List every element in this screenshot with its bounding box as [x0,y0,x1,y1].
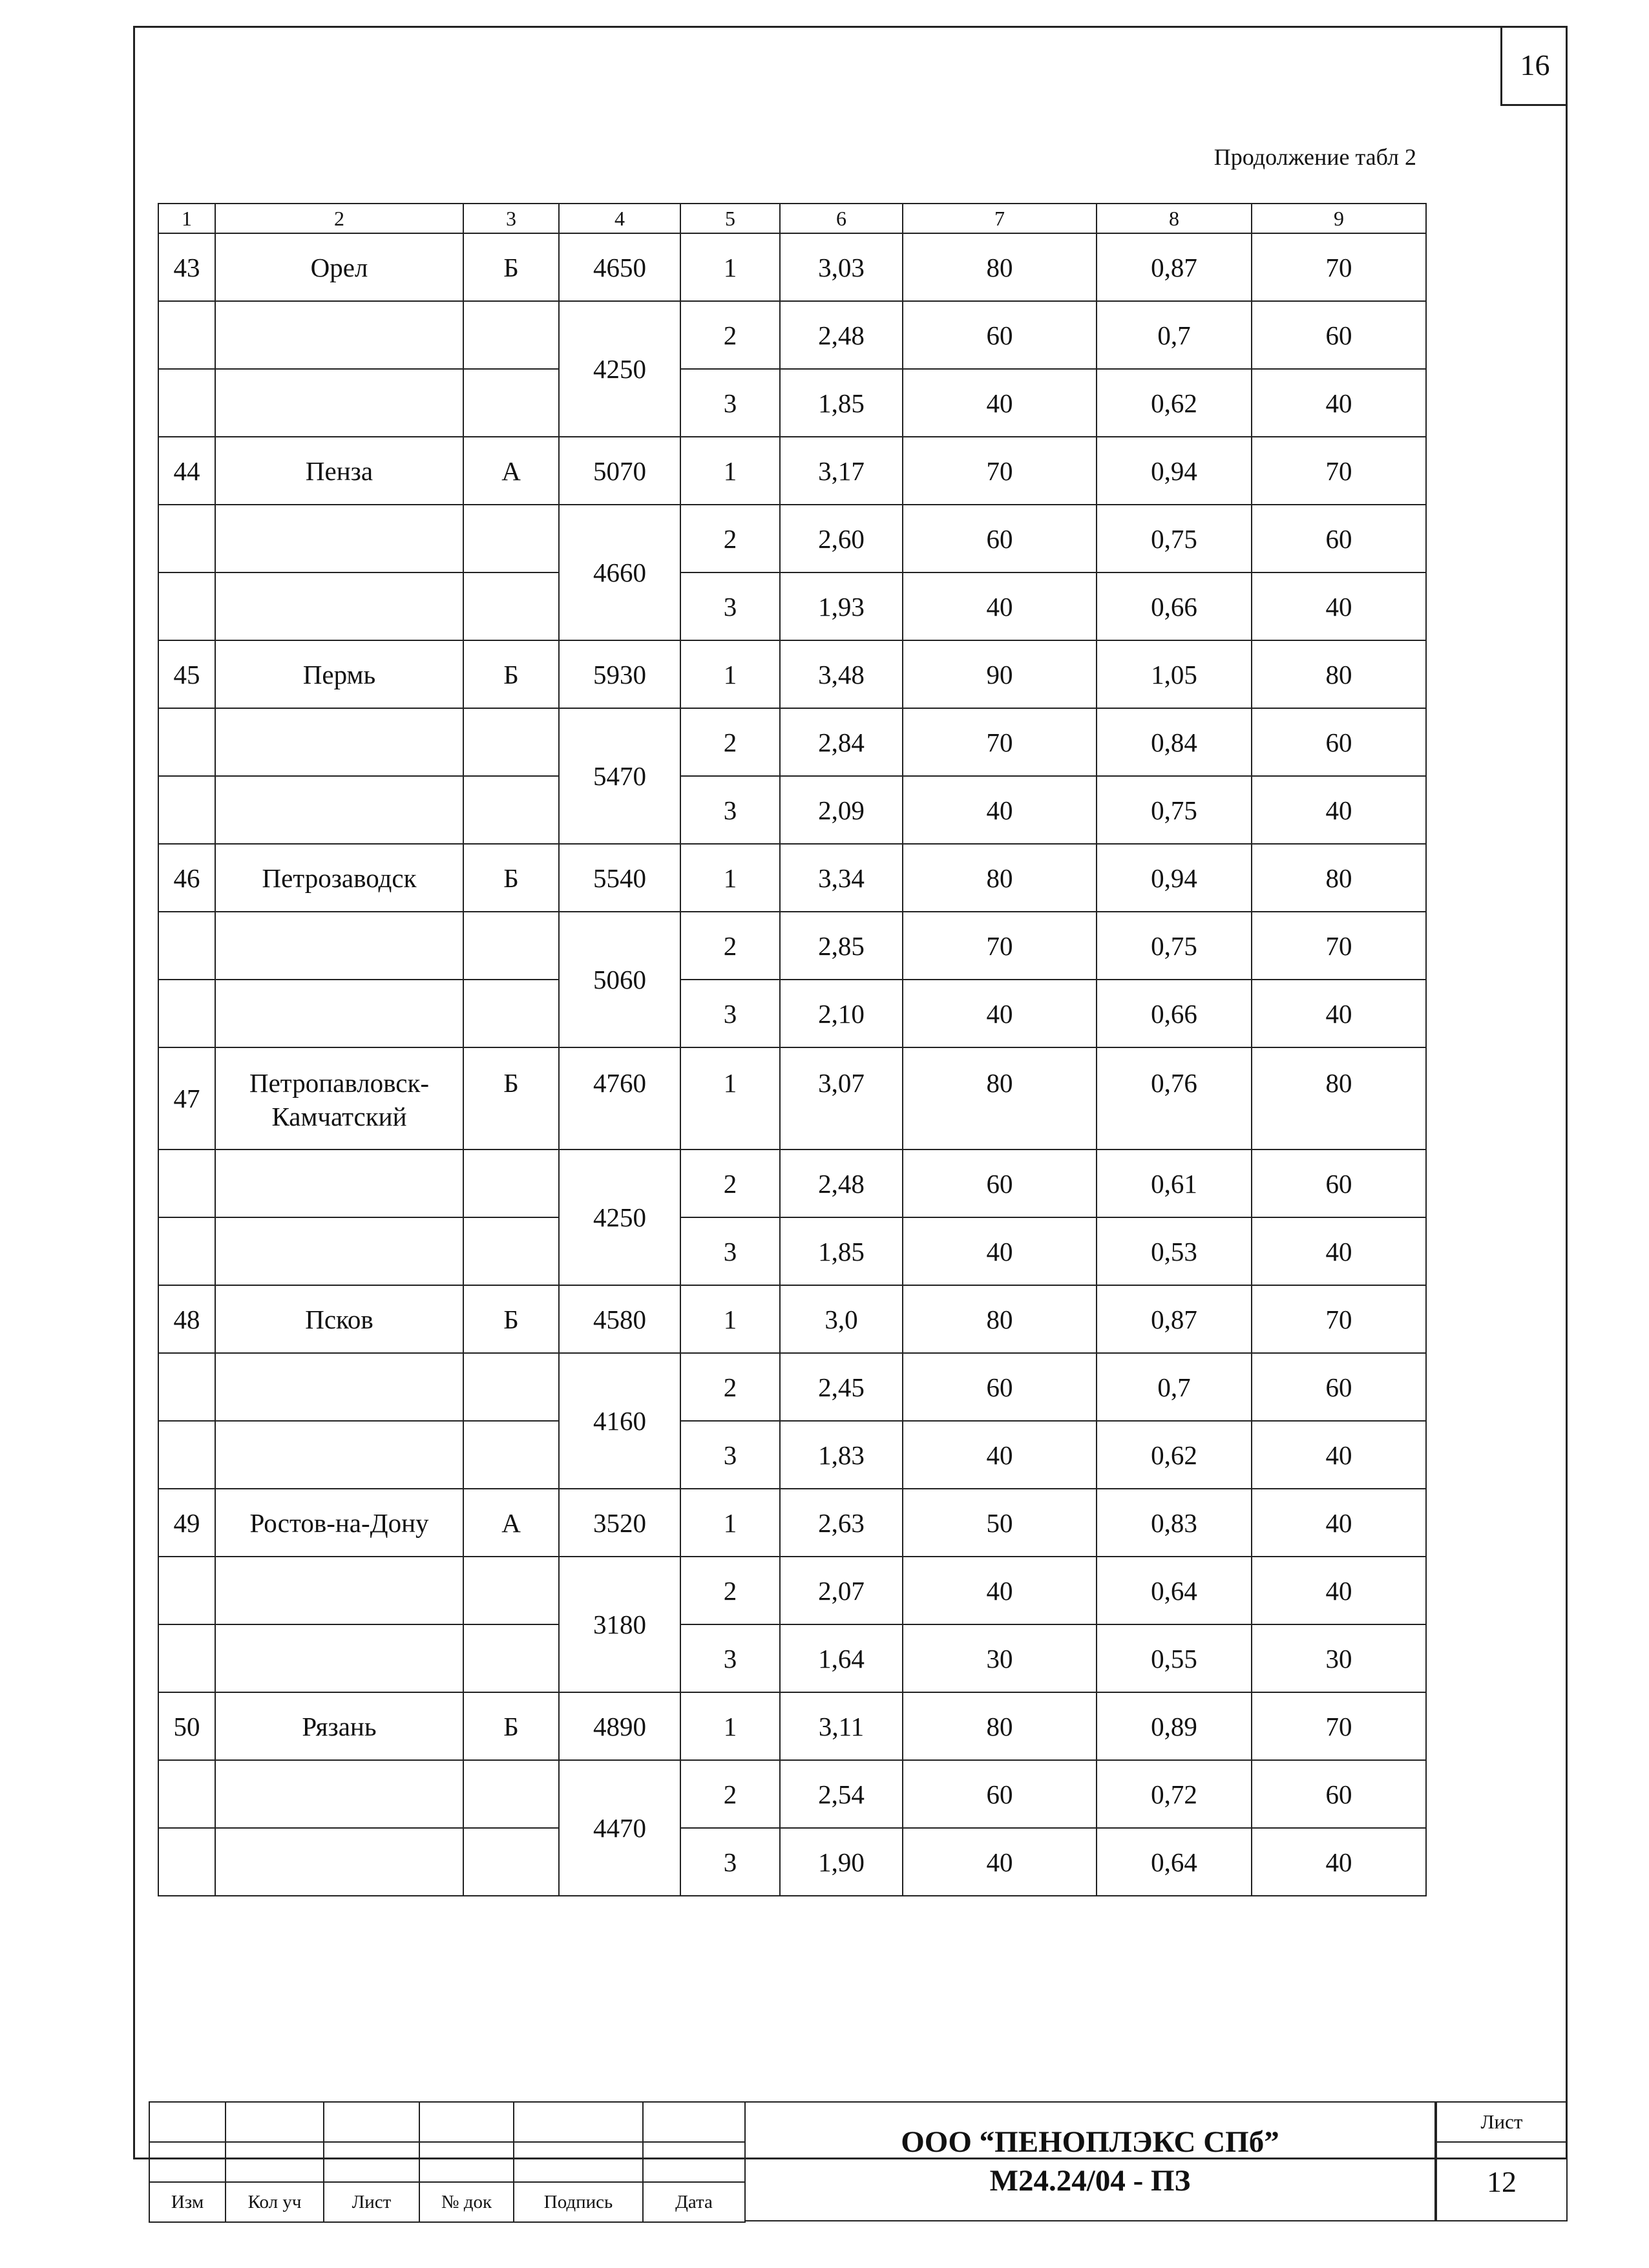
table-cell [215,1047,463,1150]
table-cell: 80 [903,844,1097,912]
table-cell: 2,07 [780,1557,903,1624]
table-cell: 40 [903,1217,1097,1285]
table-cell: 2,48 [780,1150,903,1217]
table-cell: 70 [1252,233,1426,301]
table-cell: 70 [1252,1285,1426,1353]
table-cell: 1,85 [780,1217,903,1285]
table-cell: 1,90 [780,1828,903,1896]
table-cell: 0,75 [1097,505,1252,572]
table-cell: 0,66 [1097,572,1252,640]
table-cell: 50 [158,1692,215,1760]
table-cell: 40 [903,980,1097,1047]
table-cell: 70 [903,437,1097,505]
table-cell: 3 [680,1624,780,1692]
table-cell [215,1760,463,1828]
table-cell [215,1217,463,1285]
table-cell: 0,62 [1097,369,1252,437]
table-cell: 1 [680,437,780,505]
table-cell: 0,89 [1097,1692,1252,1760]
column-header: 4 [559,204,680,233]
table-row [158,1047,1426,1150]
table-cell [463,505,559,572]
data-table [158,203,1427,1896]
stamp-label: Кол уч [226,2182,324,2222]
table-cell: 3,0 [780,1285,903,1353]
table-cell: 1,64 [780,1624,903,1692]
table-cell: 4250 [559,1150,680,1285]
table-cell: 3 [680,369,780,437]
table-cell: Б [463,1047,559,1150]
table-cell: 2,85 [780,912,903,980]
sheet-cell [1436,2101,1568,2221]
table-cell: 1 [680,844,780,912]
table-cell: 40 [1252,369,1426,437]
table-cell [463,912,559,980]
table-cell [158,369,215,437]
stamp-label: Изм [149,2182,226,2222]
table-cell: 3 [680,1828,780,1896]
table-cell: 44 [158,437,215,505]
table-cell: 40 [903,1828,1097,1896]
table-cell: 30 [1252,1624,1426,1692]
table-cell: Б [463,1692,559,1760]
table-cell: 40 [1252,572,1426,640]
column-header: 5 [680,204,780,233]
table-row [158,1692,1426,1760]
table-cell: 0,94 [1097,844,1252,912]
table-cell: 80 [903,1285,1097,1353]
table-cell: 0,75 [1097,776,1252,844]
stamp-label: Лист [324,2182,419,2222]
table-cell: 0,64 [1097,1828,1252,1896]
table-cell: 0,87 [1097,233,1252,301]
table-cell: 70 [1252,437,1426,505]
table-cell: 60 [903,1353,1097,1421]
stamp-label-row [149,2182,745,2222]
table-cell [463,708,559,776]
table-cell: 3,11 [780,1692,903,1760]
table-cell: 2,54 [780,1760,903,1828]
table-cell: 48 [158,1285,215,1353]
table-cell: 2,60 [780,505,903,572]
table-cell [215,1150,463,1217]
column-header: 3 [463,204,559,233]
table-cell: 80 [903,1047,1097,1150]
column-header: 8 [1097,204,1252,233]
table-cell [158,572,215,640]
table-row [158,369,1426,437]
table-row [158,640,1426,708]
table-row [158,233,1426,301]
table-cell: 4890 [559,1692,680,1760]
table-cell: 1 [680,640,780,708]
table-cell: 1 [680,1489,780,1557]
table-cell: Псков [215,1285,463,1353]
table-cell [463,1760,559,1828]
table-cell: 70 [1252,1692,1426,1760]
table-cell: 2,10 [780,980,903,1047]
table-row [158,1760,1426,1828]
table-cell: 49 [158,1489,215,1557]
table-cell: 4250 [559,301,680,437]
sheet-number: 12 [1487,2165,1517,2198]
table-cell [215,1421,463,1489]
table-row [158,437,1426,505]
table-cell: 3 [680,776,780,844]
table-cell [158,708,215,776]
column-header: 7 [903,204,1097,233]
table-cell [463,980,559,1047]
table-cell: 40 [903,776,1097,844]
table-cell [158,980,215,1047]
table-cell [158,1760,215,1828]
table-cell: 2 [680,1150,780,1217]
table-cell: 5540 [559,844,680,912]
table-cell [215,776,463,844]
table-cell: 3 [680,572,780,640]
table-cell: 0,64 [1097,1557,1252,1624]
table-cell: 1 [680,233,780,301]
table-cell: 4660 [559,505,680,640]
table-cell: 80 [1252,1047,1426,1150]
table-cell: 3,48 [780,640,903,708]
table-cell: 40 [903,1421,1097,1489]
table-cell [215,505,463,572]
table-cell: Петрозаводск [215,844,463,912]
table-cell [463,1217,559,1285]
table-cell: 80 [903,1692,1097,1760]
city-name-line2: Камчатский [271,1102,407,1131]
table-cell [158,1217,215,1285]
table-cell: 2,48 [780,301,903,369]
table-cell [158,776,215,844]
table-cell: 80 [903,233,1097,301]
table-cell: 3 [680,1217,780,1285]
table-cell: 2,09 [780,776,903,844]
table-row [158,776,1426,844]
table-cell: 40 [1252,1828,1426,1896]
title-block [744,2101,1436,2221]
table-cell [215,1624,463,1692]
table-cell: 70 [903,708,1097,776]
table-row [158,1217,1426,1285]
sheet-label: Лист [1437,2103,1566,2143]
table-row [158,505,1426,572]
table-cell: 0,61 [1097,1150,1252,1217]
table-cell: 3,17 [780,437,903,505]
table-cell: 0,75 [1097,912,1252,980]
table-cell [158,1624,215,1692]
table-cell [463,1828,559,1896]
table-cell [463,369,559,437]
table-row [158,844,1426,912]
table-row [158,1557,1426,1624]
table-cell: 60 [1252,505,1426,572]
table-cell: 60 [1252,708,1426,776]
table-cell: Рязань [215,1692,463,1760]
table-cell: 2 [680,1353,780,1421]
table-cell: 0,66 [1097,980,1252,1047]
table-cell [215,572,463,640]
table-cell: 3 [680,1421,780,1489]
table-cell: 2,63 [780,1489,903,1557]
table-cell: 1,93 [780,572,903,640]
table-cell: 0,94 [1097,437,1252,505]
table-cell: 4160 [559,1353,680,1489]
table-row [158,572,1426,640]
stamp-row [149,2142,745,2182]
table-cell: Б [463,233,559,301]
table-cell [463,572,559,640]
table-cell: 0,83 [1097,1489,1252,1557]
table-row [158,708,1426,776]
table-cell [215,708,463,776]
table-cell [158,301,215,369]
table-cell [463,1421,559,1489]
table-cell: Пермь [215,640,463,708]
table-cell [463,1150,559,1217]
table-cell: 80 [1252,844,1426,912]
table-cell: 60 [903,301,1097,369]
table-cell: 60 [903,1760,1097,1828]
table-cell: 2 [680,1760,780,1828]
header-row [158,204,1426,233]
table-cell: 2 [680,1557,780,1624]
table-cell: 43 [158,233,215,301]
page-number: 16 [1500,26,1568,106]
table-row [158,912,1426,980]
table-cell [158,1421,215,1489]
city-name: Петропавловск- [249,1068,430,1098]
table-row [158,1353,1426,1421]
table-cell: 50 [903,1489,1097,1557]
table-cell: 2 [680,505,780,572]
table-cell: 40 [1252,1421,1426,1489]
table-cell [463,1624,559,1692]
table-cell [158,1828,215,1896]
table-cell: 5470 [559,708,680,844]
table-cell [463,301,559,369]
table-cell: 60 [1252,1150,1426,1217]
stamp-label: Подпись [514,2182,643,2222]
table-cell: 60 [1252,301,1426,369]
stamp-label: Дата [643,2182,745,2222]
table-row [158,1421,1426,1489]
table-cell: 0,53 [1097,1217,1252,1285]
table-cell: 70 [903,912,1097,980]
table-cell: 0,55 [1097,1624,1252,1692]
table-cell: 40 [903,369,1097,437]
table-cell: 90 [903,640,1097,708]
table-cell: 2 [680,301,780,369]
table-body [158,233,1426,1896]
table-cell: 5930 [559,640,680,708]
table-cell: 80 [1252,640,1426,708]
table-cell [215,301,463,369]
table-cell: 1,05 [1097,640,1252,708]
table-cell [215,369,463,437]
table-cell: 30 [903,1624,1097,1692]
table-cell: 5070 [559,437,680,505]
table-row [158,1828,1426,1896]
table-cell [215,912,463,980]
table-cell: 40 [1252,1489,1426,1557]
table-cell: 3,03 [780,233,903,301]
table-row [158,1150,1426,1217]
stamp-row [149,2102,745,2142]
table-cell: 0,76 [1097,1047,1252,1150]
table-cell: 2 [680,912,780,980]
table-cell: 0,62 [1097,1421,1252,1489]
table-row [158,1285,1426,1353]
table-cell: 3,07 [780,1047,903,1150]
table-cell [158,912,215,980]
stamp-table [149,2101,746,2223]
table-cell [463,776,559,844]
table-cell: 0,87 [1097,1285,1252,1353]
table-cell [463,1353,559,1421]
table-cell: А [463,437,559,505]
column-header: 9 [1252,204,1426,233]
table-cell: 45 [158,640,215,708]
document-code: М24.24/04 - ПЗ [989,2164,1191,2198]
table-cell: 4650 [559,233,680,301]
table-cell: 70 [1252,912,1426,980]
table-cell [158,1557,215,1624]
table-cell: 46 [158,844,215,912]
table-cell: 40 [903,572,1097,640]
column-header: 6 [780,204,903,233]
table-cell: 4470 [559,1760,680,1896]
table-cell: 1 [680,1047,780,1150]
table-cell: 0,7 [1097,1353,1252,1421]
table-cell: 2,84 [780,708,903,776]
table-row [158,301,1426,369]
table-cell: А [463,1489,559,1557]
table-cell: 40 [1252,776,1426,844]
table-cell [158,1353,215,1421]
table-cell: Б [463,1285,559,1353]
table-cell: 1,83 [780,1421,903,1489]
table-cell [215,1828,463,1896]
table-cell [158,1150,215,1217]
table-cell [158,505,215,572]
table-cell: 3 [680,980,780,1047]
table-row [158,980,1426,1047]
table-caption: Продолжение табл 2 [1213,144,1416,170]
column-header: 1 [158,204,215,233]
stamp-label: № док [419,2182,514,2222]
table-cell: 60 [903,1150,1097,1217]
table-cell: 47 [158,1047,215,1150]
table-cell: 60 [1252,1353,1426,1421]
table-cell: 40 [1252,1217,1426,1285]
table-cell: 40 [1252,1557,1426,1624]
table-cell: 40 [903,1557,1097,1624]
table-cell: 60 [1252,1760,1426,1828]
table-cell: 1 [680,1285,780,1353]
table-cell: Б [463,844,559,912]
table-cell: 3180 [559,1557,680,1692]
column-header: 2 [215,204,463,233]
table-cell: 1 [680,1692,780,1760]
table-cell: 5060 [559,912,680,1047]
table-row [158,1489,1426,1557]
table-cell: 60 [903,505,1097,572]
table-cell [215,980,463,1047]
table-cell [215,1557,463,1624]
table-cell: 3,34 [780,844,903,912]
table-cell [215,1353,463,1421]
table-cell: Б [463,640,559,708]
table-cell: 0,7 [1097,301,1252,369]
table-cell: 40 [1252,980,1426,1047]
table-cell: 2 [680,708,780,776]
table-cell: 1,85 [780,369,903,437]
table-cell: Орел [215,233,463,301]
table-cell: 0,72 [1097,1760,1252,1828]
table-cell: 0,84 [1097,708,1252,776]
table-cell [463,1557,559,1624]
table-cell: 4760 [559,1047,680,1150]
company-name: ООО “ПЕНОПЛЭКС СПб” [901,2125,1279,2159]
table-cell: Ростов-на-Дону [215,1489,463,1557]
table-cell: 2,45 [780,1353,903,1421]
table-cell: 3520 [559,1489,680,1557]
table-cell: 4580 [559,1285,680,1353]
table-row [158,1624,1426,1692]
table-cell: Пенза [215,437,463,505]
